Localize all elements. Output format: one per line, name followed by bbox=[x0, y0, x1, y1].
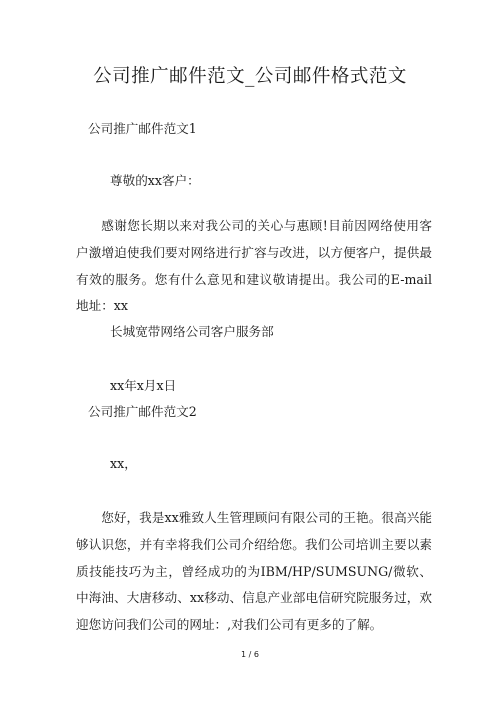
section-heading-1: 公司推广邮件范文1 bbox=[88, 121, 197, 136]
page-indicator: 1 / 6 bbox=[241, 650, 259, 659]
section-heading-2: 公司推广邮件范文2 bbox=[88, 404, 197, 419]
body-paragraph-1: 感谢您长期以来对我公司的关心与惠顾!目前因网络使用客户激增迫使我们要对网络进行扩容与改进，以方便客户，提供最有效的服务。您有什么意见和建议敬请提出。我公司的E-mail地址：xx bbox=[76, 218, 432, 314]
signature-1: 长城宽带网络公司客户服务部 bbox=[110, 324, 274, 339]
salutation-2: xx， bbox=[110, 456, 137, 471]
date-1: xx年x月x日 bbox=[110, 378, 177, 393]
document-title: 公司推广邮件范文_公司邮件格式范文 bbox=[93, 66, 407, 87]
body-paragraph-2: 您好，我是xx雅致人生管理顾问有限公司的王艳。很高兴能够认识您，并有幸将我们公司介绍给您。我们公司培训主要以素质技能技巧为主，曾经成功的为IBM/HP/SUMSUNG/微软、中海油、大唐移动、xx移动、信息产业部电信研究院服务过，欢迎您访问我们公司的网址：,对我们公司有更多的了解。 bbox=[76, 510, 432, 633]
salutation-1: 尊敬的xx客户： bbox=[110, 173, 200, 188]
